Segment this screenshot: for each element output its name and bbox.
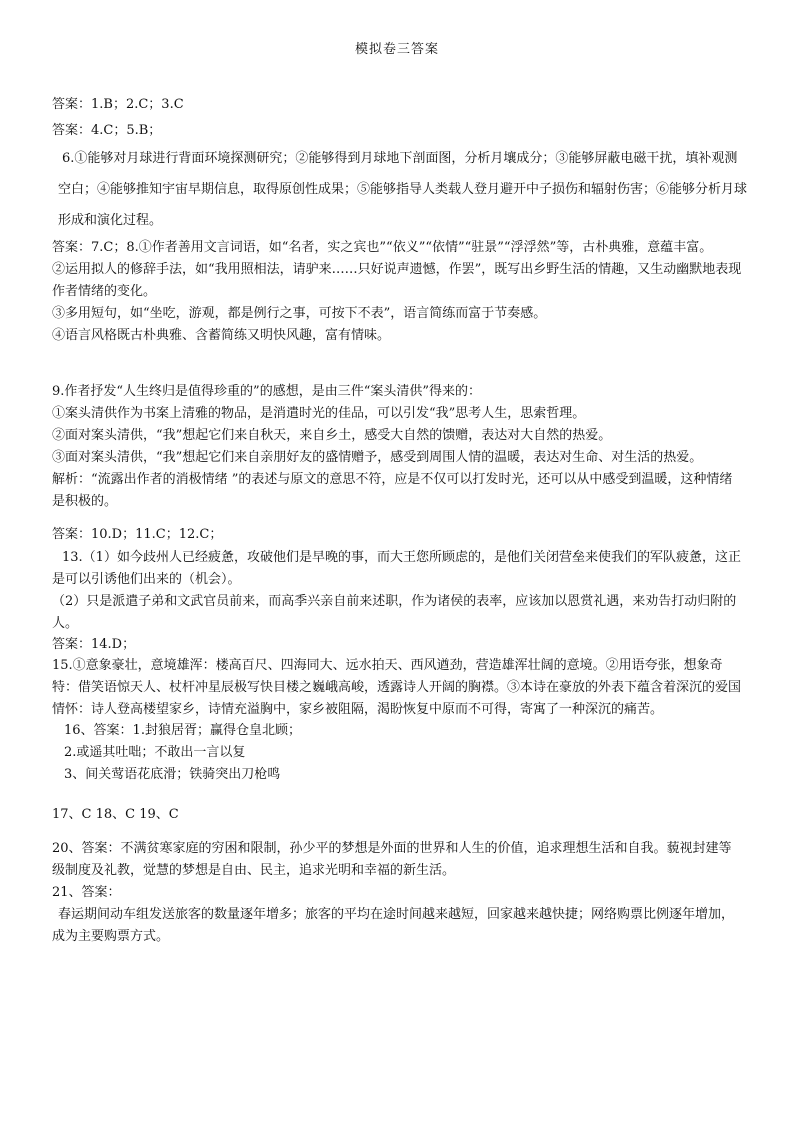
answer-8-point-2: ②运用拟人的修辞手法，如“我用照相法，请驴来……只好说声遗憾，作罢”，既写出乡野生活的情趣，又生动幽默地表现作者情绪的变化。: [52, 262, 742, 299]
answer-14: 答案：14.D；: [52, 637, 136, 652]
answer-13: [52, 547, 742, 635]
answer-16: [64, 720, 754, 786]
answer-16-line-2: 2.或遥其吐咄；不敢出一言以复: [64, 745, 246, 760]
answer-21-content: 春运期间动车组发送旅客的数量逐年增多；旅客的平均在途时间越来越短，回家越来越快捷；网络购票比例逐年增加，成为主要购票方式。: [52, 907, 735, 944]
answer-8-point-1: 答案：7.C；8.①作者善用文言词语，如“名者，实之宾也”“依义”“依情”“驻景”“浮浮然”等，古朴典雅，意蕴丰富。: [52, 240, 713, 255]
answer-9-analysis: 解析：“流露出作者的消极情绪 ”的表述与原文的意思不符，应是不仅可以打发时光，还可以从中感受到温暖，这种情绪是积极的。: [52, 472, 733, 509]
answer-9-point-1: ①案头清供作为书案上清雅的物品，是消遣时光的佳品，可以引发“我”思考人生，思索哲理。: [52, 406, 586, 421]
answer-9-point-2: ②面对案头清供，“我”想起它们来自秋天，来自乡土，感受大自然的馈赠，表达对大自然的热爱。: [52, 428, 612, 443]
page-title: 模拟卷三答案: [354, 42, 439, 57]
answer-10-12: 答案：10.D；11.C；12.C；: [52, 527, 223, 542]
answer-8-point-4: ④语言风格既古朴典雅、含蓄简练又明快风趣，富有情味。: [52, 328, 391, 343]
answer-6: 6.①能够对月球进行背面环境探测研究；②能够得到月球地下剖面图，分析月壤成分；③能够屏蔽电磁干扰，填补观测空白；④能够推知宇宙早期信息，取得原创性成果；⑤能够指导人类载人登月避开中子损伤和辐射伤害；⑥能够分析月球形成和演化过程。: [58, 151, 748, 228]
answer-20: 20、答案：不满贫寒家庭的穷困和限制，孙少平的梦想是外面的世界和人生的价值，追求理想生活和自我。藐视封建等级制度及礼教，觉慧的梦想是自由、民主，追求光明和幸福的新生活。: [52, 841, 732, 878]
answer-21: [52, 882, 742, 948]
answer-8-point-3: ③多用短句，如“坐吃，游观，都是例行之事，可按下不表”，语言简练而富于节奏感。: [52, 306, 547, 321]
answer-9: [52, 381, 742, 513]
answer-15: 15.①意象豪壮，意境雄浑：楼高百尺、四海同大、远水拍天、西风遒劲，营造雄浑壮阔的意境。②用语夸张，想象奇特：借笑语惊天人、杖杆冲星辰极写快目楼之巍峨高峻，透露诗人开阔的胸襟。③本诗在豪放的外表下蕴含着深沉的爱国情怀：诗人登高楼望家乡，诗情充溢胸中，家乡被阻隔，渴盼恢复中原而不可得，寄寓了一种深沉的痛苦。: [52, 658, 742, 717]
answer-21-label: 21、答案：: [52, 885, 121, 900]
answer-7-8: [52, 237, 742, 347]
answer-4-5: 答案：4.C；5.B；: [52, 123, 162, 138]
answer-16-line-3: 3、间关莺语花底滑；铁骑突出刀枪鸣: [64, 767, 281, 782]
answer-17-19: 17、C 18、C 19、C: [52, 807, 179, 822]
answer-9-intro: 9.作者抒发“人生终归是值得珍重的”的感想，是由三件“案头清供”得来的：: [52, 384, 481, 399]
answer-16-line-1: 16、答案：1.封狼居胥；赢得仓皇北顾；: [64, 723, 301, 738]
answer-13-part-2: （2）只是派遣子弟和文武官员前来，而高季兴亲自前来述职，作为诸侯的表率，应该加以恩赏礼遇，来劝告打动归附的人。: [52, 594, 737, 631]
answer-13-part-1: 13.（1）如今歧州人已经疲惫，攻破他们是早晚的事，而大王您所顾虑的，是他们关闭营垒来使我们的军队疲惫，这正是可以引诱他们出来的（机会）。: [52, 550, 741, 587]
answer-9-point-3: ③面对案头清供，“我”想起它们来自亲朋好友的盛情赠予，感受到周围人情的温暖，表达对生命、对生活的热爱。: [52, 450, 703, 465]
answer-1-3: 答案：1.B；2.C；3.C: [52, 97, 184, 112]
